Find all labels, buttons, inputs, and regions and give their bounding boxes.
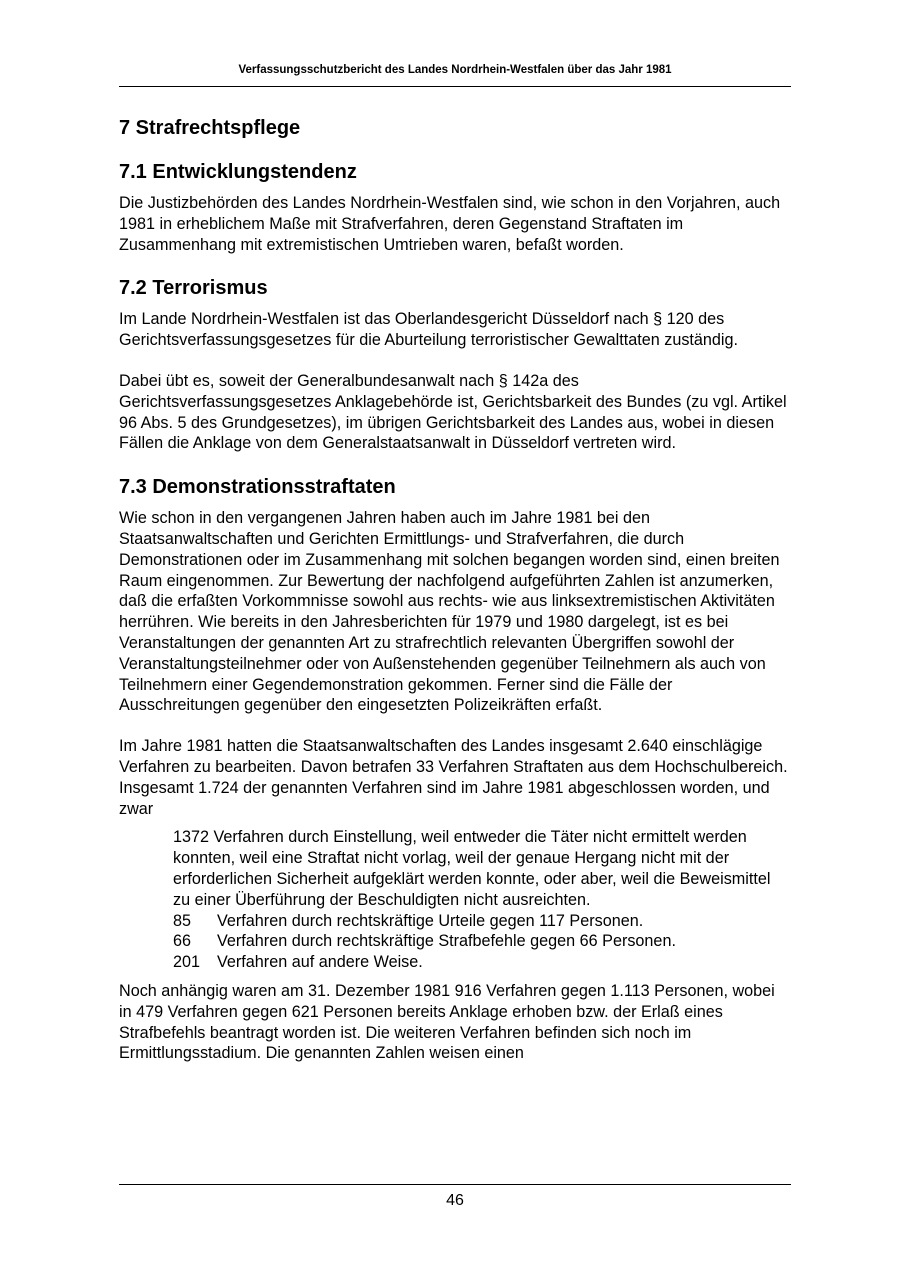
chapter-title: 7 Strafrechtspflege xyxy=(119,117,301,139)
list-item xyxy=(173,911,791,932)
section-title-7-3: 7.3 Demonstrationsstraftaten xyxy=(119,476,396,499)
list-item-number: 66 xyxy=(173,932,192,951)
header-rule xyxy=(119,86,791,87)
paragraph: Dabei übt es, soweit der Generalbundesanwalt nach § 142a des Gerichtsverfassungsgesetzes Anklagebehörde ist, Gerichtsbarkeit des Bundes (zu vgl. Artikel 96 Abs. 5 des Grundgesetzes), im übrigen Gerichtsbarkeit des Landes aus, wobei in diesen Fällen die Anklage von dem Generalstaatsanwalt in Düsseldorf vertreten wird. xyxy=(119,371,787,453)
paragraph: Im Lande Nordrhein-Westfalen ist das Oberlandesgericht Düsseldorf nach § 120 des Gerichtsverfassungsgesetzes für die Aburteilung terroristischer Gewalttaten zuständig. xyxy=(119,310,739,350)
page-number: 46 xyxy=(446,1192,464,1209)
section-title-7-2: 7.2 Terrorismus xyxy=(119,277,268,300)
paragraph: Die Justizbehörden des Landes Nordrhein-Westfalen sind, wie schon in den Vorjahren, auch 1981 in erheblichem Maße mit Strafverfahren, deren Gegenstand Straftaten im Zusammenhang mit extremistischen Umtrieben waren, befaßt worden. xyxy=(119,194,781,254)
list-item-number: 201 xyxy=(173,953,201,972)
section-title-7-1: 7.1 Entwicklungstendenz xyxy=(119,161,357,183)
list-item-number: 85 xyxy=(173,911,192,930)
paragraph: Wie schon in den vergangenen Jahren haben auch im Jahre 1981 bei den Staatsanwaltschaften und Gerichten Ermittlungs- und Strafverfahren, die durch Demonstrationen oder im Zusammenhang mit solchen begangen worden sind, einen breiten Raum eingenommen. Zur Bewertung der nachfolgend aufgeführten Zahlen ist anzumerken, daß die erfaßten Vorkommnisse sowohl aus rechts- wie aus linksextremistischen Aktivitäten herrühren. Wie bereits in den Jahresberichten für 1979 und 1980 dargelegt, ist es bei Veranstaltungen der genannten Art zu strafrechtlich relevanten Übergriffen sowohl der Veranstaltungsteilnehmer oder von Außenstehenden gegenüber Teilnehmern als auch von Teilnehmern einer Gegendemonstration gekommen. Ferner sind die Fälle der Ausschreitungen gegenüber den eingesetzten Polizeikräften erfaßt. xyxy=(119,509,780,715)
paragraph: Im Jahre 1981 hatten die Staatsanwaltschaften des Landes insgesamt 2.640 einschlägige Verfahren zu bearbeiten. Davon betrafen 33 Verfahren Straftaten aus dem Hochschulbereich. Insgesamt 1.724 der genannten Verfahren sind im Jahre 1981 abgeschlossen worden, und zwar xyxy=(119,737,788,818)
list-item-text: Verfahren durch rechtskräftige Urteile gegen 117 Personen. xyxy=(217,911,644,930)
list-item xyxy=(173,952,791,973)
list-item-text: Verfahren durch rechtskräftige Strafbefehle gegen 66 Personen. xyxy=(217,932,676,951)
paragraph: Noch anhängig waren am 31. Dezember 1981 916 Verfahren gegen 1.113 Personen, wobei in 479 Verfahren gegen 621 Personen bereits Anklage erhoben bzw. der Erlaß eines Strafbefehls beantragt worden ist. Die weiteren Verfahren befinden sich noch im Ermittlungsstadium. Die genannten Zahlen weisen einen xyxy=(119,981,775,1063)
list-item: 1372 Verfahren durch Einstellung, weil entweder die Täter nicht ermittelt werden konnten, weil eine Straftat nicht vorlag, weil der genaue Hergang nicht mit der erforderlichen Sicherheit aufgeklärt werden konnte, oder aber, weil die Beweismittel zu einer Überführung der Beschuldigten nicht ausreichten. xyxy=(173,828,771,909)
page-content xyxy=(119,115,791,1084)
list-item-text: Verfahren auf andere Weise. xyxy=(217,953,423,972)
list-item xyxy=(173,931,791,952)
footer-rule xyxy=(119,1184,791,1185)
running-header: Verfassungsschutzbericht des Landes Nordrhein-Westfalen über das Jahr 1981 xyxy=(238,64,672,76)
case-outcome-list xyxy=(173,827,791,973)
